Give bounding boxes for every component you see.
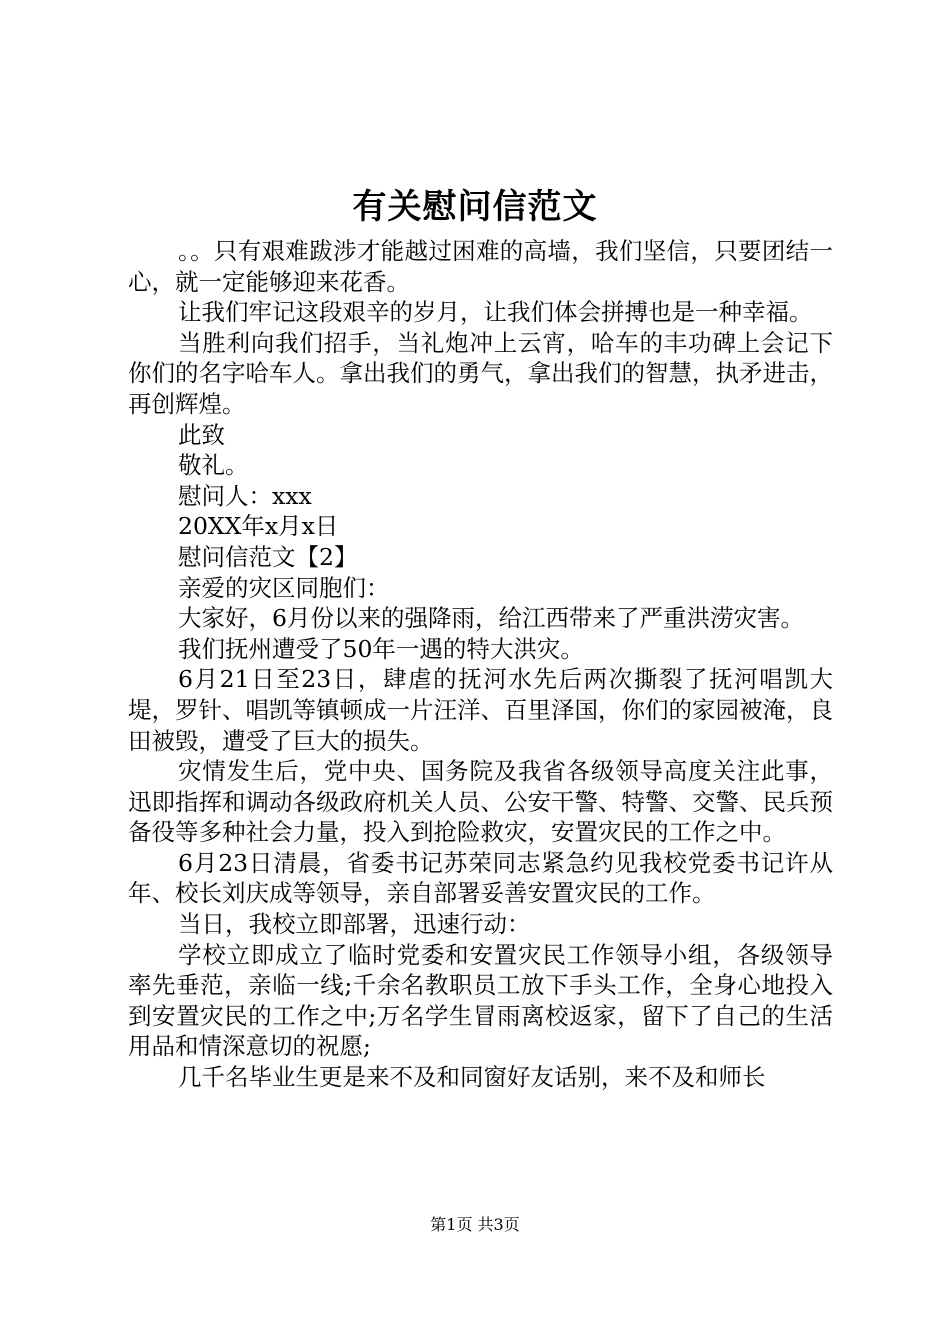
greeting-line: 亲爱的灾区同胞们： (178, 573, 390, 602)
paragraph: 让我们牢记这段艰辛的岁月，让我们体会拼搏也是一种幸福。 (178, 298, 813, 327)
paragraph: 几千名毕业生更是来不及和同窗好友话别，来不及和师长 (178, 1063, 766, 1092)
section-heading: 慰问信范文【2】 (178, 542, 358, 571)
paragraph: 当日，我校立即部署，迅速行动： (178, 910, 531, 939)
page-footer: 第1页 共3页 (430, 1215, 520, 1234)
paragraph: 我们抚州遭受了50年一遇的特大洪灾。 (178, 634, 584, 663)
document-title: 有关慰问信范文 (352, 187, 598, 227)
closing-regards: 敬礼。 (178, 451, 249, 480)
paragraph: 学校立即成立了临时党委和安置灾民工作领导小组，各级领导率先垂范，亲临一线;千余名教职员工放下手头工作，全身心地投入到安置灾民的工作之中;万名学生冒雨离校返家，留下了自己的生活用品和情深意切的祝愿; (128, 940, 833, 1061)
paragraph: 。。只有艰难跋涉才能越过困难的高墙，我们坚信，只要团结一心，就一定能够迎来花香。 (128, 237, 833, 296)
date-line: 20XX年x月x日 (178, 512, 339, 541)
signature-line: 慰问人：xxx (178, 481, 312, 510)
document-body (128, 236, 833, 1093)
closing-salutation: 此致 (178, 420, 225, 449)
paragraph: 6月21日至23日，肆虐的抚河水先后两次撕裂了抚河唱凯大堤，罗针、唱凯等镇顿成一片汪洋、百里泽国，你们的家园被淹，良田被毁，遭受了巨大的损失。 (128, 665, 833, 755)
paragraph: 大家好，6月份以来的强降雨，给江西带来了严重洪涝灾害。 (178, 604, 804, 633)
paragraph: 6月23日清晨，省委书记苏荣同志紧急约见我校党委书记许从年、校长刘庆成等领导，亲自部署妥善安置灾民的工作。 (128, 848, 833, 908)
paragraph: 灾情发生后，党中央、国务院及我省各级领导高度关注此事，迅即指挥和调动各级政府机关人员、公安干警、特警、交警、民兵预备役等多种社会力量，投入到抢险救灾，安置灾民的工作之中。 (128, 757, 833, 847)
paragraph: 当胜利向我们招手，当礼炮冲上云宵，哈车的丰功碑上会记下你们的名字哈车人。拿出我们的勇气，拿出我们的智慧，执矛进击，再创辉煌。 (128, 328, 833, 418)
